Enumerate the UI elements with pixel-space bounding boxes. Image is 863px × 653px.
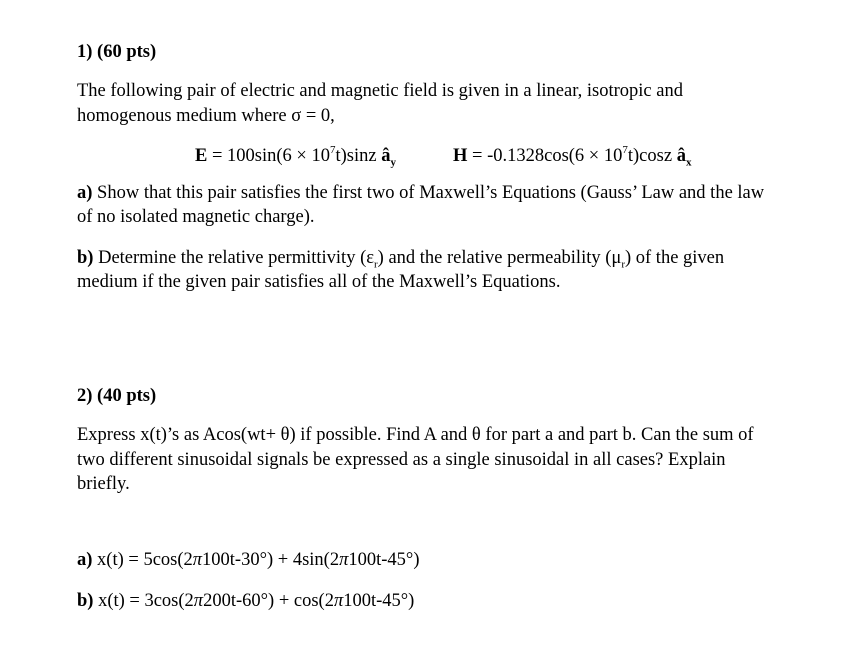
- q1-part-b-text1-end: ) of the given: [624, 248, 725, 268]
- q1-part-b-text1: Determine the relative permittivity (ε: [93, 248, 374, 268]
- q2-line1: Express x(t)’s as Acos(wt+ θ) if possible. Find A and θ for part a and part b. Can the sum of: [77, 425, 754, 445]
- q2-part-a-label: a): [77, 550, 93, 570]
- e-field-label: E: [195, 146, 208, 166]
- q2-line3: briefly.: [77, 474, 130, 494]
- h-field-exp: 7: [622, 143, 628, 156]
- h-field-unit-sub: x: [685, 156, 692, 169]
- q2-part-b-mid: 200t-60°) + cos(2: [203, 591, 334, 611]
- q1-part-b-label: b): [77, 248, 94, 268]
- q1-intro-line2: homogenous medium where σ = 0,: [77, 106, 335, 126]
- e-field-expr-a: = 100sin(6 × 10: [207, 146, 330, 166]
- q2-part-b-end: 100t-45°): [343, 591, 415, 611]
- q2-part-a: [77, 548, 837, 572]
- h-field-unit-vector: â: [676, 146, 686, 166]
- e-field-expr-b: t)sinz: [335, 146, 382, 166]
- q2-part-a-pi2: π: [339, 550, 349, 570]
- q2-part-a-end: 100t-45°): [348, 550, 420, 570]
- q1-part-b-text1-mid: ) and the relative permeability (μ: [377, 248, 622, 268]
- q1-part-a-label: a): [77, 183, 93, 203]
- q1-heading: 1) (60 pts): [77, 42, 157, 62]
- q1-part-a-text1: Show that this pair satisfies the first two of Maxwell’s Equations (Gauss’ Law and the law: [92, 183, 765, 203]
- q1-intro-line1: The following pair of electric and magnetic field is given in a linear, isotropic and: [77, 81, 683, 101]
- q2-part-b-label: b): [77, 591, 94, 611]
- q1-part-b-sub1: r: [374, 258, 378, 271]
- h-field-expr-a: = -0.1328cos(6 × 10: [467, 146, 623, 166]
- h-field-label: H: [453, 146, 468, 166]
- q2-heading: 2) (40 pts): [77, 386, 157, 406]
- q1-part-a-line1: [77, 181, 837, 205]
- q2-part-a-pre: x(t) = 5cos(2: [92, 550, 193, 570]
- q1-part-a-line2: of no isolated magnetic charge).: [77, 207, 315, 227]
- e-field-exp: 7: [329, 143, 336, 156]
- e-field-equation: [195, 144, 396, 168]
- e-field-unit-vector: â: [381, 146, 391, 166]
- q1-part-b-line1: [77, 246, 837, 270]
- h-field-expr-b: t)cosz: [627, 146, 677, 166]
- q2-part-a-mid: 100t-30°) + 4sin(2: [202, 550, 340, 570]
- h-field-equation: [453, 144, 691, 168]
- q2-part-b: [77, 589, 837, 613]
- q1-part-b-sub2: r: [621, 258, 625, 271]
- e-field-unit-sub: y: [390, 156, 396, 169]
- q1-part-b-line2: medium if the given pair satisfies all of the Maxwell’s Equations.: [77, 272, 561, 292]
- q2-part-b-pi2: π: [333, 591, 344, 611]
- q2-part-b-pi1: π: [193, 591, 204, 611]
- q2-part-a-pi1: π: [192, 550, 203, 570]
- q2-part-b-pre: x(t) = 3cos(2: [93, 591, 194, 611]
- q2-line2: two different sinusoidal signals be expressed as a single sinusoidal in all cases? Explain: [77, 450, 726, 470]
